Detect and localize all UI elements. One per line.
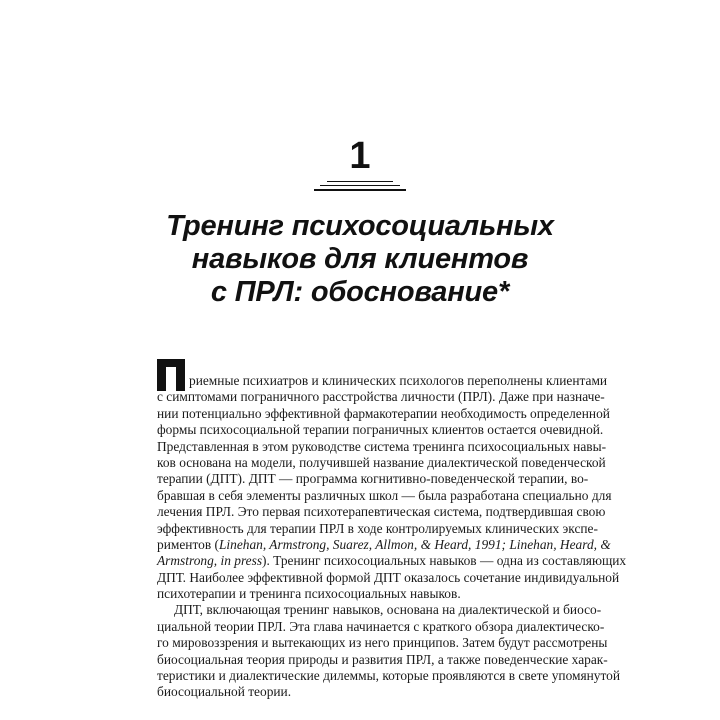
chapter-title-line: Тренинг психосоциальных <box>166 210 554 242</box>
text-line: циальной теории ПРЛ. Эта глава начинается с краткого обзора диалектическо- <box>157 618 605 634</box>
text-line: теристики и диалектические дилеммы, которые проявляются в свете упомянутой <box>157 668 621 684</box>
chapter-rule-bottom <box>314 189 406 191</box>
text-line: биосоциальной теории. <box>157 684 292 700</box>
text-line: с симптомами пограничного расстройства личности (ПРЛ). Даже при назначе- <box>157 389 605 405</box>
citation-authors: Armstrong, in press <box>157 553 263 569</box>
text-line: биосоциальная теория природы и развития ПРЛ, а также поведенческие харак- <box>157 651 608 667</box>
text-line: формы психосоциальной терапии пограничных клиентов остается очевидной. <box>157 422 604 438</box>
chapter-rule-middle <box>320 185 400 186</box>
citation-authors: Linehan, Armstrong, Suarez, Allmon, & Heard, 1991; Linehan, Heard, & <box>218 536 611 552</box>
text-line: психотерапии и тренинга психосоциальных навыков. <box>157 586 461 602</box>
chapter-title <box>0 210 720 309</box>
text-line: нии потенциально эффективной фармакотерапии необходимость определенной <box>157 405 610 421</box>
text-line: ДПТ, включающая тренинг навыков, основана на диалектической и биосо- <box>174 602 602 618</box>
citation-line: риментов (Linehan, Armstrong, Suarez, Allmon, & Heard, 1991; Linehan, Heard, & <box>157 536 611 552</box>
text-line: го мировоззрения и вытекающих из него принципов. Затем будут рассмотрены <box>157 635 608 651</box>
chapter-rule-top <box>327 181 393 182</box>
text-line: эффективность для терапии ПРЛ в ходе контролируемых клинических экспе- <box>157 520 598 536</box>
citation-line: Armstrong, in press). Тренинг психосоциальных навыков — одна из составляющих <box>157 553 627 569</box>
text-line: бравшая в себя элементы различных школ — была разработана специально для <box>157 487 612 503</box>
text-line: ДПТ. Наиболее эффективной формой ДПТ оказалось сочетание индивидуальной <box>157 569 620 585</box>
text-line: ков основана на модели, получившей название диалектической поведенческой <box>157 454 606 470</box>
body-text <box>157 373 627 701</box>
text-line: Представленная в этом руководстве система тренинга психосоциальных навы- <box>157 438 607 454</box>
text-line: терапии (ДПТ). ДПТ — программа когнитивно-поведенческой терапии, во- <box>157 471 589 487</box>
text-line: лечения ПРЛ. Это первая психотерапевтическая система, подтвердившая свою <box>157 504 606 520</box>
chapter-number: 1 <box>349 135 371 177</box>
chapter-title-line: с ПРЛ: обоснование* <box>210 276 510 308</box>
chapter-title-line: навыков для клиентов <box>191 243 529 275</box>
text-line: риемные психиатров и клинических психологов переполнены клиентами <box>189 373 608 388</box>
